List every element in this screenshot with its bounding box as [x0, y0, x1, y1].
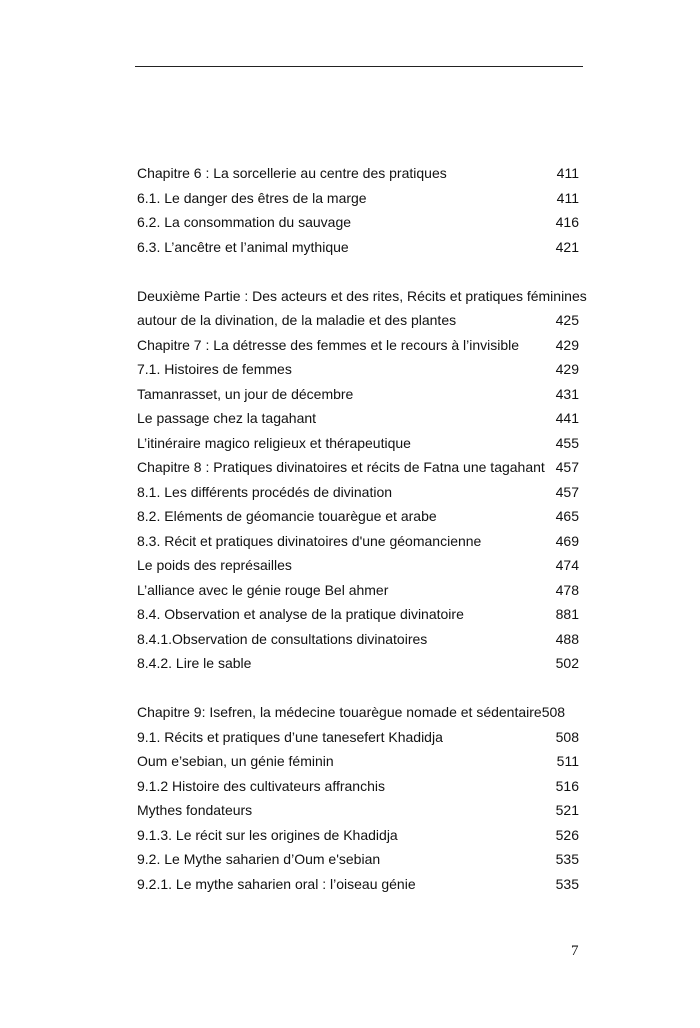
toc-entry	[137, 308, 579, 333]
toc-entry	[137, 553, 579, 578]
toc-entry	[137, 406, 579, 431]
toc-entry	[137, 455, 579, 480]
toc-entry	[137, 578, 579, 603]
toc-entry-page: 416	[555, 214, 579, 230]
toc-entry	[137, 357, 579, 382]
toc-entry-title: 8.1. Les différents procédés de divination	[137, 483, 393, 500]
toc-entry-title: Le poids des représailles	[137, 557, 292, 573]
toc-entry-title: 6.3. L’ancêtre et l’animal mythique	[137, 238, 349, 255]
toc-entry-title: 8.3. Récit et pratiques divinatoires d'une géomancienne	[137, 532, 482, 549]
toc-entry-page: 455	[555, 434, 579, 451]
toc-entry-title: 8.4.2. Lire le sable	[137, 655, 252, 671]
toc-section	[137, 700, 579, 896]
toc-entry	[137, 431, 579, 456]
toc-entry	[137, 725, 579, 750]
toc-entry	[137, 798, 579, 823]
toc-entry	[137, 382, 579, 407]
toc-entry-title: Tamanrasset, un jour de décembre	[137, 385, 354, 402]
toc-entry	[137, 627, 579, 652]
toc-entry	[137, 333, 579, 358]
toc-entry-page: 429	[555, 361, 579, 377]
toc-section	[137, 161, 579, 259]
toc-entry	[137, 749, 579, 774]
toc-entry-page: 508	[555, 728, 579, 745]
toc-entry-page: 421	[555, 238, 579, 255]
toc-entry	[137, 504, 579, 529]
toc-entry-page: 511	[556, 753, 579, 769]
toc-entry	[137, 480, 579, 505]
toc-entry-page: 502	[555, 655, 579, 671]
toc-entry-title: Le passage chez la tagahant	[137, 410, 317, 426]
toc-entry-title: Deuxième Partie : Des acteurs et des rites, Récits et pratiques féminines	[137, 287, 587, 304]
toc-entry	[137, 161, 579, 186]
toc-entry	[137, 284, 587, 309]
toc-entry	[137, 847, 579, 872]
toc-entry	[137, 186, 579, 211]
toc-entry-page: 429	[555, 336, 579, 353]
toc-entry-title: 9.1.2 Histoire des cultivateurs affranchis	[137, 777, 385, 794]
toc-entry-title: 8.2. Eléments de géomancie touarègue et arabe	[137, 508, 437, 524]
toc-entry	[137, 823, 579, 848]
toc-entry-title: 9.2. Le Mythe saharien d’Oum e'sebian	[137, 851, 381, 867]
toc-entry-page: 465	[555, 508, 579, 524]
toc-entry-title: Mythes fondateurs	[137, 802, 253, 818]
toc-entry-page: 457	[555, 459, 579, 475]
toc-entry	[137, 872, 579, 897]
toc-entry-title: L’itinéraire magico religieux et thérapeutique	[137, 434, 411, 451]
header-rule	[135, 66, 583, 67]
toc-entry-title: Chapitre 8 : Pratiques divinatoires et récits de Fatna une tagahant	[137, 459, 545, 475]
toc-entry-title: Chapitre 9: Isefren, la médecine touarègue nomade et sédentaire508	[137, 704, 566, 720]
toc-entry	[137, 700, 579, 725]
toc-entry-page: 474	[555, 557, 579, 573]
toc-entry-page: 516	[555, 777, 579, 794]
toc-entry-title: 8.4. Observation et analyse de la pratique divinatoire	[137, 606, 464, 622]
toc-entry-page: 431	[555, 385, 579, 402]
toc-entry-page: 526	[555, 826, 579, 843]
toc-entry-title: autour de la divination, de la maladie et des plantes	[137, 312, 457, 328]
toc-entry-page: 411	[556, 189, 579, 206]
toc-entry-page: 478	[555, 581, 579, 598]
toc-entry	[137, 602, 579, 627]
toc-entry	[137, 651, 579, 676]
toc-entry-title: Chapitre 6 : La sorcellerie au centre des pratiques	[137, 165, 447, 181]
toc-entry-title: 7.1. Histoires de femmes	[137, 361, 292, 377]
toc-entry-page: 535	[555, 875, 579, 892]
toc-entry-page: 535	[555, 851, 579, 867]
toc-entry	[137, 774, 579, 799]
toc-entry-page: 469	[555, 532, 579, 549]
toc-entry-title: Oum e’sebian, un génie féminin	[137, 753, 334, 769]
toc-entry-title: 9.2.1. Le mythe saharien oral : l’oiseau génie	[137, 875, 416, 892]
toc-entry-title: Chapitre 7 : La détresse des femmes et le recours à l’invisible	[137, 336, 520, 353]
toc-entry-page: 441	[555, 410, 579, 426]
toc-entry-title: 6.2. La consommation du sauvage	[137, 214, 352, 230]
toc-entry-title: 6.1. Le danger des êtres de la marge	[137, 189, 367, 206]
toc-entry-page: 457	[555, 483, 579, 500]
toc-entry-page: 425	[555, 312, 579, 328]
table-of-contents	[137, 161, 587, 896]
toc-entry-page: 881	[555, 606, 579, 622]
toc-entry-title: 9.1. Récits et pratiques d’une tanesefert Khadidja	[137, 728, 443, 745]
toc-entry	[137, 529, 579, 554]
toc-entry-title: L’alliance avec le génie rouge Bel ahmer	[137, 581, 389, 598]
toc-entry-page: 488	[555, 630, 579, 647]
page-number: 7	[571, 943, 579, 959]
toc-entry-page: 521	[555, 802, 579, 818]
toc-entry-title: 8.4.1.Observation de consultations divinatoires	[137, 630, 428, 647]
toc-entry-page: 411	[556, 165, 579, 181]
toc-entry	[137, 235, 579, 260]
toc-entry	[137, 210, 579, 235]
toc-section	[137, 284, 587, 676]
toc-entry-title: 9.1.3. Le récit sur les origines de Khadidja	[137, 826, 398, 843]
